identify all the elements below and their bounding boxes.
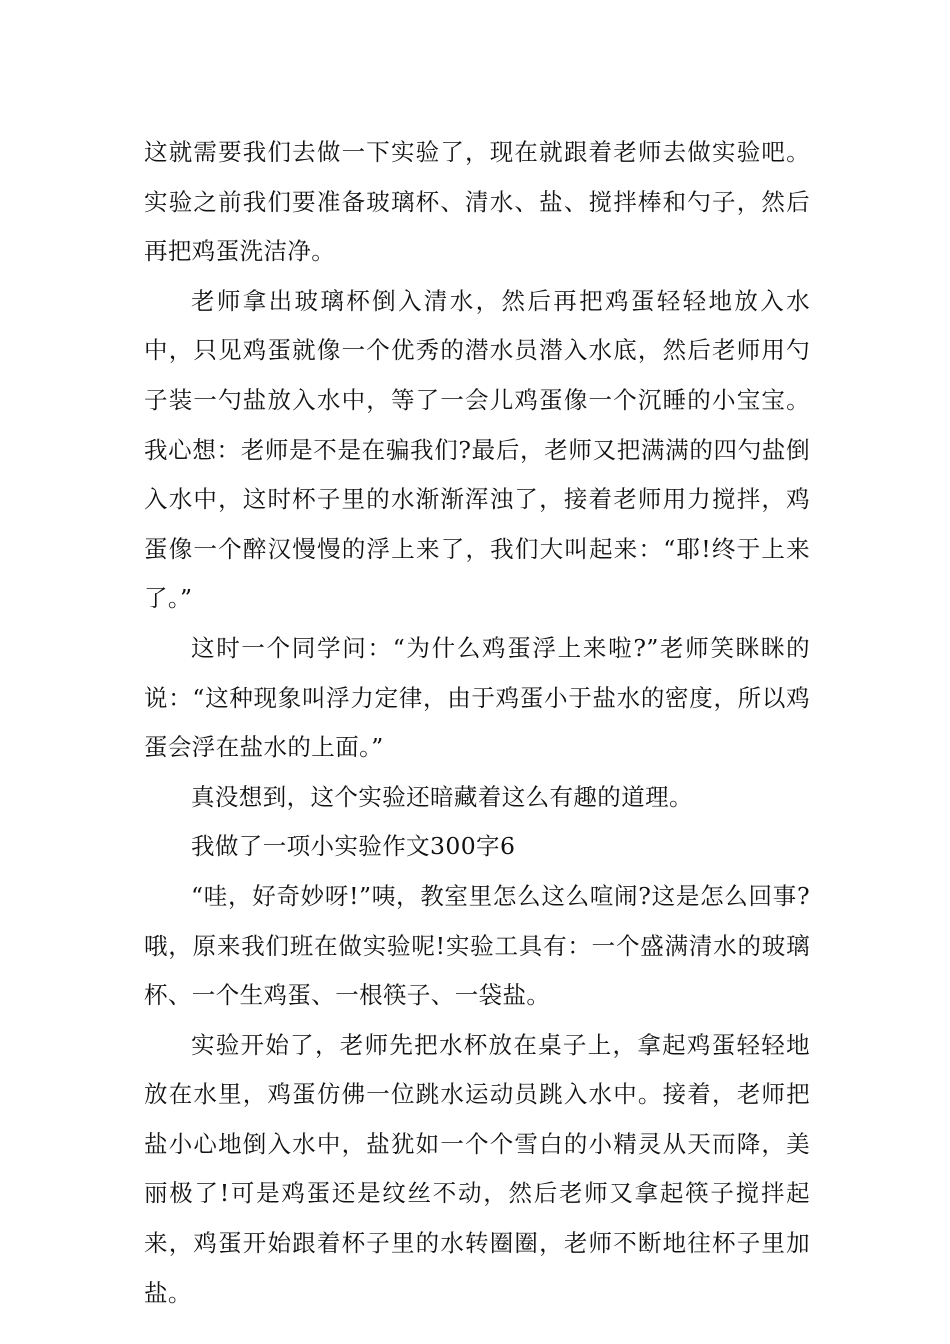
essay-heading: 我做了一项小实验作文300字6 <box>191 832 516 861</box>
paragraph-conclusion: 真没想到，这个实验还暗藏着这么有趣的道理。 <box>191 782 693 811</box>
paragraph-continued: 这就需要我们去做一下实验了，现在就跟着老师去做实验吧。实验之前我们要准备玻璃杯、清水、盐、搅拌棒和勺子，然后再把鸡蛋洗洁净。 <box>144 138 810 266</box>
paragraph-experiment-start: 实验开始了，老师先把水杯放在桌子上，拿起鸡蛋轻轻地放在水里，鸡蛋仿佛一位跳水运动员跳入水中。接着，老师把盐小心地倒入水中，盐犹如一个个雪白的小精灵从天而降，美丽极了!可是鸡蛋还是纹丝不动，然后老师又拿起筷子搅拌起来，鸡蛋开始跟着杯子里的水转圈圈，老师不断地往杯子里加盐。 <box>144 1030 810 1307</box>
paragraph-teacher-explanation: 这时一个同学问：“为什么鸡蛋浮上来啦?”老师笑眯眯的说：“这种现象叫浮力定律，由于鸡蛋小于盐水的密度，所以鸡蛋会浮在盐水的上面。” <box>144 633 810 762</box>
paragraph-classroom-intro: “哇，好奇妙呀!”咦，教室里怎么这么喧闹?这是怎么回事?哦，原来我们班在做实验呢!实验工具有：一个盛满清水的玻璃杯、一个生鸡蛋、一根筷子、一袋盐。 <box>144 881 810 1010</box>
paragraph-experiment-process: 老师拿出玻璃杯倒入清水，然后再把鸡蛋轻轻地放入水中，只见鸡蛋就像一个优秀的潜水员潜入水底，然后老师用勺子装一勺盐放入水中，等了一会儿鸡蛋像一个沉睡的小宝宝。我心想：老师是不是在骗我们?最后，老师又把满满的四勺盐倒入水中，这时杯子里的水渐渐浑浊了，接着老师用力搅拌，鸡蛋像一个醉汉慢慢的浮上来了，我们大叫起来：“耶!终于上来了。” <box>144 286 810 613</box>
document-body <box>144 128 810 1318</box>
